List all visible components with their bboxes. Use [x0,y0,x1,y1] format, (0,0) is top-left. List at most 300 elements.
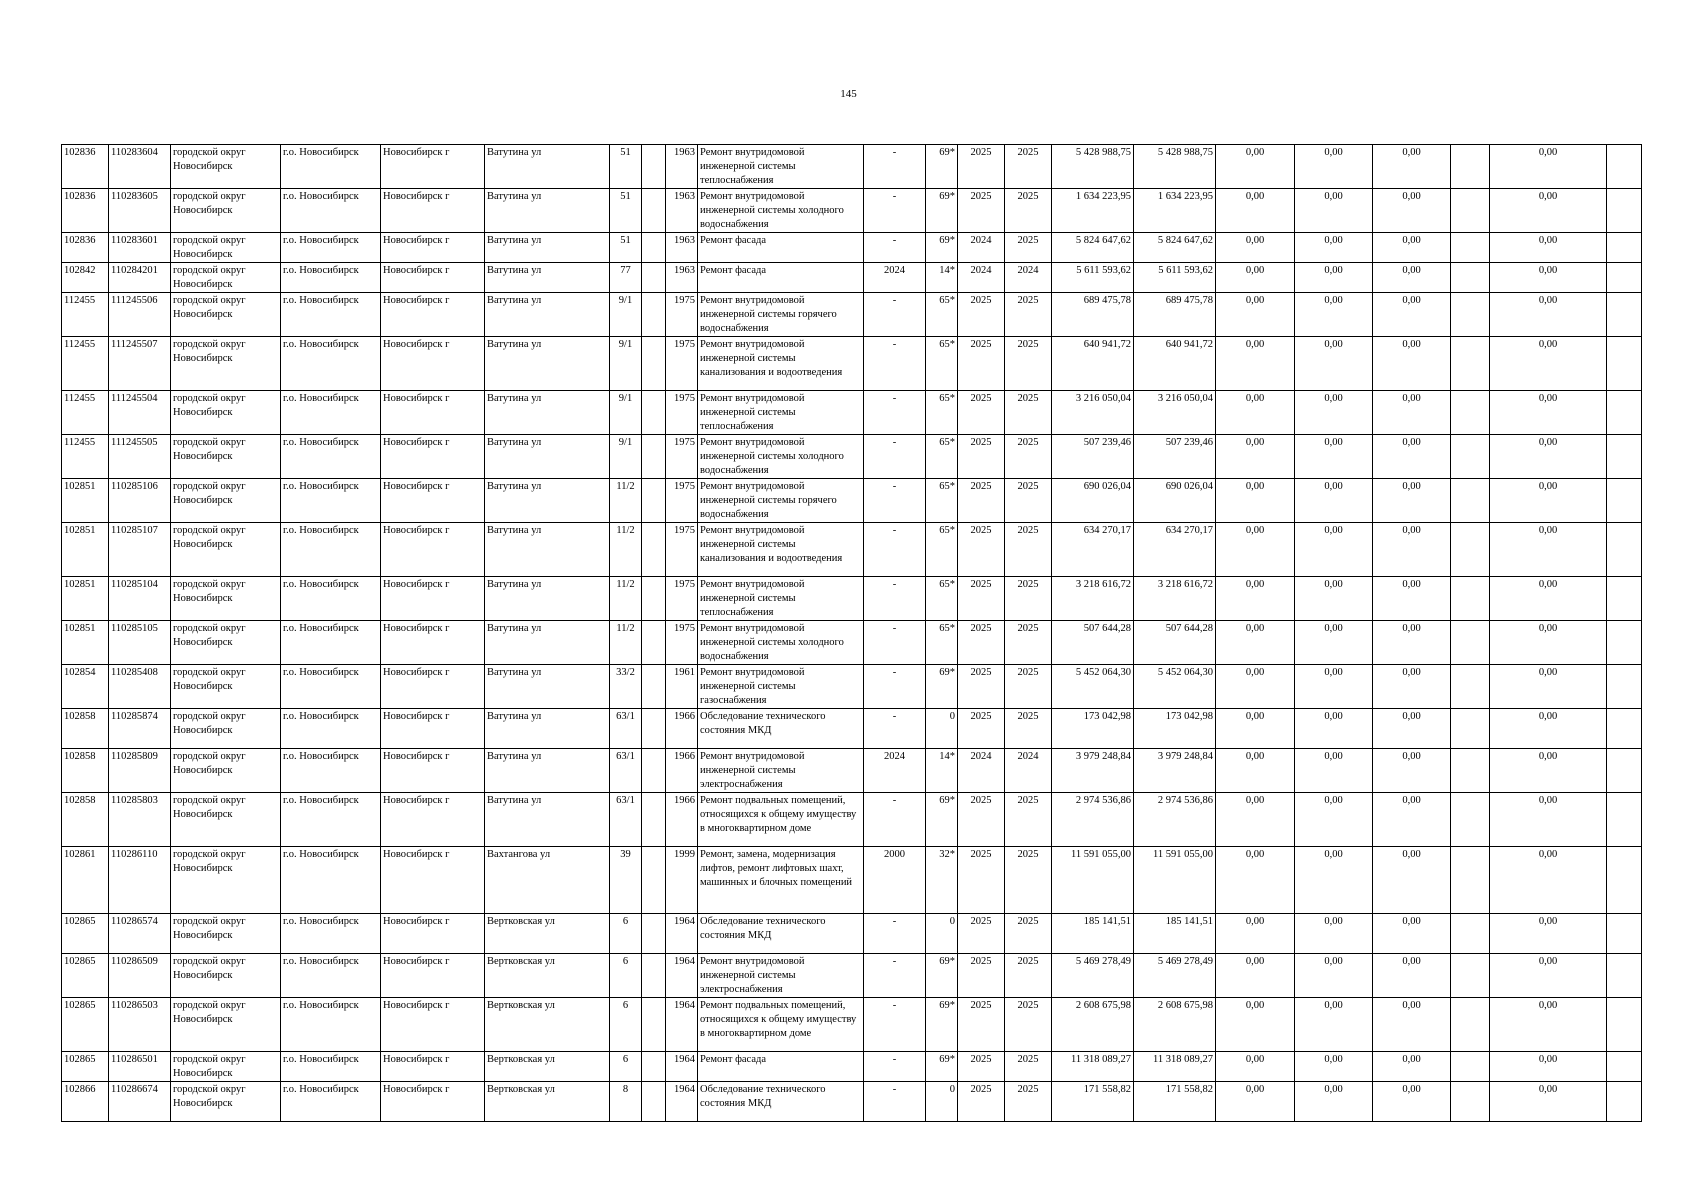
federal-funds-cell: 0,00 [1216,145,1295,189]
plan-year-to-cell: 2025 [1005,233,1052,263]
owner-funds-cell: 0,00 [1490,709,1607,749]
table-row [62,998,1642,1052]
regional-budget-cell: 0,00 [1295,263,1373,293]
wear-percent-cell: 69* [926,145,958,189]
federal-funds-cell: 0,00 [1216,391,1295,435]
regional-fund-cost-cell: 690 026,04 [1134,479,1216,523]
last-repair-year-cell: - [864,435,926,479]
building-number-cell: 33/2 [610,665,642,709]
owner-funds-cell: 0,00 [1490,1082,1607,1122]
building-letter-cell [642,523,666,577]
total-cost-cell: 689 475,78 [1052,293,1134,337]
work-type-cell: Ремонт внутридомовой инженерной системы канализования и водоотведения [698,337,864,391]
regional-fund-cost-cell: 5 611 593,62 [1134,263,1216,293]
plan-year-from-cell: 2025 [958,847,1005,914]
note-cell [1607,189,1642,233]
total-cost-cell: 640 941,72 [1052,337,1134,391]
federal-funds-cell: 0,00 [1216,479,1295,523]
building-number-cell: 9/1 [610,435,642,479]
commissioning-year-cell: 1964 [666,1082,698,1122]
local-budget-cell: 0,00 [1373,263,1451,293]
plan-year-to-cell: 2025 [1005,189,1052,233]
work-id-cell: 110285104 [109,577,171,621]
work-id-cell: 110285809 [109,749,171,793]
note-cell [1607,293,1642,337]
work-type-cell: Ремонт внутридомовой инженерной системы горячего водоснабжения [698,293,864,337]
regional-fund-cost-cell: 3 218 616,72 [1134,577,1216,621]
table-row [62,665,1642,709]
spare-cell [1451,391,1490,435]
local-budget-cell: 0,00 [1373,391,1451,435]
street-cell: Ватутина ул [485,577,610,621]
building-number-cell: 9/1 [610,293,642,337]
building-number-cell: 6 [610,1052,642,1082]
plan-year-from-cell: 2025 [958,1052,1005,1082]
commissioning-year-cell: 1975 [666,621,698,665]
note-cell [1607,337,1642,391]
city-cell: Новосибирск г [381,621,485,665]
total-cost-cell: 5 824 647,62 [1052,233,1134,263]
spare-cell [1451,1052,1490,1082]
wear-percent-cell: 69* [926,189,958,233]
last-repair-year-cell: 2024 [864,749,926,793]
total-cost-cell: 3 216 050,04 [1052,391,1134,435]
house-id-cell: 102851 [62,621,109,665]
table-row [62,523,1642,577]
commissioning-year-cell: 1964 [666,954,698,998]
note-cell [1607,1082,1642,1122]
last-repair-year-cell: - [864,391,926,435]
regional-fund-cost-cell: 185 141,51 [1134,914,1216,954]
street-cell: Ватутина ул [485,665,610,709]
building-letter-cell [642,293,666,337]
work-type-cell: Ремонт, замена, модернизация лифтов, ремонт лифтовых шахт, машинных и блочных помещений [698,847,864,914]
district-cell: г.о. Новосибирск [281,998,381,1052]
local-budget-cell: 0,00 [1373,577,1451,621]
spare-cell [1451,621,1490,665]
work-type-cell: Ремонт подвальных помещений, относящихся к общему имуществу в многоквартирном доме [698,793,864,847]
commissioning-year-cell: 1964 [666,914,698,954]
city-cell: Новосибирск г [381,577,485,621]
regional-fund-cost-cell: 171 558,82 [1134,1082,1216,1122]
owner-funds-cell: 0,00 [1490,621,1607,665]
house-id-cell: 112455 [62,337,109,391]
federal-funds-cell: 0,00 [1216,749,1295,793]
regional-budget-cell: 0,00 [1295,621,1373,665]
plan-year-to-cell: 2025 [1005,665,1052,709]
regional-budget-cell: 0,00 [1295,847,1373,914]
regional-budget-cell: 0,00 [1295,189,1373,233]
city-cell: Новосибирск г [381,337,485,391]
page-number: 145 [840,88,857,100]
table-row [62,391,1642,435]
district-cell: г.о. Новосибирск [281,577,381,621]
plan-year-from-cell: 2024 [958,263,1005,293]
wear-percent-cell: 69* [926,665,958,709]
spare-cell [1451,914,1490,954]
work-id-cell: 110284201 [109,263,171,293]
commissioning-year-cell: 1966 [666,793,698,847]
work-id-cell: 110285107 [109,523,171,577]
work-type-cell: Ремонт внутридомовой инженерной системы холодного водоснабжения [698,435,864,479]
owner-funds-cell: 0,00 [1490,263,1607,293]
wear-percent-cell: 69* [926,998,958,1052]
spare-cell [1451,479,1490,523]
wear-percent-cell: 69* [926,954,958,998]
regional-fund-cost-cell: 507 239,46 [1134,435,1216,479]
local-budget-cell: 0,00 [1373,1082,1451,1122]
plan-year-from-cell: 2025 [958,189,1005,233]
district-cell: г.о. Новосибирск [281,1052,381,1082]
table-row [62,1052,1642,1082]
work-id-cell: 110286509 [109,954,171,998]
municipality-cell: городской округ Новосибирск [171,233,281,263]
work-type-cell: Ремонт внутридомовой инженерной системы теплоснабжения [698,145,864,189]
house-id-cell: 102866 [62,1082,109,1122]
house-id-cell: 102865 [62,998,109,1052]
table-row [62,621,1642,665]
owner-funds-cell: 0,00 [1490,1052,1607,1082]
street-cell: Ватутина ул [485,793,610,847]
street-cell: Вертковская ул [485,1082,610,1122]
wear-percent-cell: 65* [926,479,958,523]
building-letter-cell [642,954,666,998]
federal-funds-cell: 0,00 [1216,1082,1295,1122]
commissioning-year-cell: 1975 [666,293,698,337]
work-type-cell: Ремонт фасада [698,1052,864,1082]
district-cell: г.о. Новосибирск [281,523,381,577]
note-cell [1607,665,1642,709]
work-id-cell: 111245505 [109,435,171,479]
street-cell: Вертковская ул [485,998,610,1052]
municipality-cell: городской округ Новосибирск [171,749,281,793]
work-type-cell: Ремонт внутридомовой инженерной системы холодного водоснабжения [698,621,864,665]
building-letter-cell [642,847,666,914]
building-number-cell: 11/2 [610,523,642,577]
municipality-cell: городской округ Новосибирск [171,263,281,293]
wear-percent-cell: 65* [926,577,958,621]
table-row [62,847,1642,914]
local-budget-cell: 0,00 [1373,709,1451,749]
building-number-cell: 11/2 [610,621,642,665]
work-id-cell: 110286501 [109,1052,171,1082]
regional-budget-cell: 0,00 [1295,749,1373,793]
spare-cell [1451,998,1490,1052]
wear-percent-cell: 65* [926,391,958,435]
house-id-cell: 112455 [62,391,109,435]
commissioning-year-cell: 1963 [666,263,698,293]
regional-budget-cell: 0,00 [1295,1052,1373,1082]
spare-cell [1451,954,1490,998]
city-cell: Новосибирск г [381,435,485,479]
street-cell: Вертковская ул [485,914,610,954]
spare-cell [1451,749,1490,793]
local-budget-cell: 0,00 [1373,233,1451,263]
note-cell [1607,233,1642,263]
building-number-cell: 63/1 [610,709,642,749]
owner-funds-cell: 0,00 [1490,233,1607,263]
street-cell: Ватутина ул [485,749,610,793]
plan-year-from-cell: 2024 [958,749,1005,793]
note-cell [1607,914,1642,954]
city-cell: Новосибирск г [381,523,485,577]
total-cost-cell: 507 644,28 [1052,621,1134,665]
plan-year-to-cell: 2025 [1005,621,1052,665]
building-letter-cell [642,263,666,293]
house-id-cell: 112455 [62,293,109,337]
house-id-cell: 102858 [62,749,109,793]
last-repair-year-cell: - [864,523,926,577]
plan-year-from-cell: 2025 [958,337,1005,391]
municipality-cell: городской округ Новосибирск [171,665,281,709]
house-id-cell: 102836 [62,145,109,189]
plan-year-from-cell: 2025 [958,998,1005,1052]
plan-year-to-cell: 2025 [1005,1082,1052,1122]
building-number-cell: 6 [610,914,642,954]
spare-cell [1451,577,1490,621]
table-row [62,577,1642,621]
federal-funds-cell: 0,00 [1216,998,1295,1052]
plan-year-to-cell: 2024 [1005,749,1052,793]
municipality-cell: городской округ Новосибирск [171,523,281,577]
plan-year-to-cell: 2025 [1005,998,1052,1052]
regional-budget-cell: 0,00 [1295,233,1373,263]
city-cell: Новосибирск г [381,793,485,847]
building-letter-cell [642,665,666,709]
work-id-cell: 110286674 [109,1082,171,1122]
last-repair-year-cell: - [864,998,926,1052]
table-row [62,709,1642,749]
house-id-cell: 102865 [62,1052,109,1082]
federal-funds-cell: 0,00 [1216,709,1295,749]
district-cell: г.о. Новосибирск [281,145,381,189]
owner-funds-cell: 0,00 [1490,145,1607,189]
regional-budget-cell: 0,00 [1295,954,1373,998]
owner-funds-cell: 0,00 [1490,293,1607,337]
city-cell: Новосибирск г [381,847,485,914]
plan-year-to-cell: 2025 [1005,577,1052,621]
street-cell: Ватутина ул [485,709,610,749]
last-repair-year-cell: - [864,577,926,621]
city-cell: Новосибирск г [381,709,485,749]
street-cell: Ватутина ул [485,189,610,233]
regional-fund-cost-cell: 689 475,78 [1134,293,1216,337]
street-cell: Ватутина ул [485,263,610,293]
last-repair-year-cell: - [864,293,926,337]
building-letter-cell [642,998,666,1052]
district-cell: г.о. Новосибирск [281,914,381,954]
regional-fund-cost-cell: 507 644,28 [1134,621,1216,665]
wear-percent-cell: 65* [926,337,958,391]
spare-cell [1451,189,1490,233]
house-id-cell: 102851 [62,479,109,523]
building-letter-cell [642,749,666,793]
table-row [62,479,1642,523]
plan-year-to-cell: 2025 [1005,293,1052,337]
regional-budget-cell: 0,00 [1295,337,1373,391]
district-cell: г.о. Новосибирск [281,263,381,293]
last-repair-year-cell: 2000 [864,847,926,914]
work-type-cell: Ремонт внутридомовой инженерной системы электроснабжения [698,749,864,793]
local-budget-cell: 0,00 [1373,293,1451,337]
work-type-cell: Ремонт внутридомовой инженерной системы горячего водоснабжения [698,479,864,523]
commissioning-year-cell: 1963 [666,233,698,263]
plan-year-from-cell: 2025 [958,954,1005,998]
total-cost-cell: 2 608 675,98 [1052,998,1134,1052]
house-id-cell: 102851 [62,523,109,577]
note-cell [1607,954,1642,998]
work-type-cell: Ремонт внутридомовой инженерной системы холодного водоснабжения [698,189,864,233]
work-id-cell: 110283601 [109,233,171,263]
plan-year-from-cell: 2025 [958,914,1005,954]
local-budget-cell: 0,00 [1373,435,1451,479]
plan-year-to-cell: 2025 [1005,479,1052,523]
work-id-cell: 110286110 [109,847,171,914]
house-id-cell: 102836 [62,233,109,263]
regional-fund-cost-cell: 640 941,72 [1134,337,1216,391]
wear-percent-cell: 69* [926,793,958,847]
street-cell: Ватутина ул [485,391,610,435]
district-cell: г.о. Новосибирск [281,954,381,998]
municipality-cell: городской округ Новосибирск [171,577,281,621]
city-cell: Новосибирск г [381,1082,485,1122]
regional-budget-cell: 0,00 [1295,665,1373,709]
last-repair-year-cell: - [864,954,926,998]
municipality-cell: городской округ Новосибирск [171,998,281,1052]
wear-percent-cell: 32* [926,847,958,914]
house-id-cell: 102858 [62,793,109,847]
building-number-cell: 9/1 [610,337,642,391]
plan-year-to-cell: 2025 [1005,337,1052,391]
building-letter-cell [642,709,666,749]
federal-funds-cell: 0,00 [1216,1052,1295,1082]
last-repair-year-cell: - [864,1082,926,1122]
street-cell: Вертковская ул [485,1052,610,1082]
house-id-cell: 102858 [62,709,109,749]
owner-funds-cell: 0,00 [1490,577,1607,621]
note-cell [1607,577,1642,621]
city-cell: Новосибирск г [381,145,485,189]
building-letter-cell [642,1052,666,1082]
municipality-cell: городской округ Новосибирск [171,1082,281,1122]
district-cell: г.о. Новосибирск [281,621,381,665]
city-cell: Новосибирск г [381,293,485,337]
wear-percent-cell: 14* [926,263,958,293]
local-budget-cell: 0,00 [1373,998,1451,1052]
district-cell: г.о. Новосибирск [281,1082,381,1122]
local-budget-cell: 0,00 [1373,145,1451,189]
note-cell [1607,793,1642,847]
note-cell [1607,479,1642,523]
local-budget-cell: 0,00 [1373,1052,1451,1082]
note-cell [1607,145,1642,189]
total-cost-cell: 5 611 593,62 [1052,263,1134,293]
table-row [62,145,1642,189]
regional-budget-cell: 0,00 [1295,523,1373,577]
total-cost-cell: 5 452 064,30 [1052,665,1134,709]
plan-year-to-cell: 2025 [1005,793,1052,847]
local-budget-cell: 0,00 [1373,337,1451,391]
street-cell: Ватутина ул [485,523,610,577]
spare-cell [1451,435,1490,479]
last-repair-year-cell: - [864,793,926,847]
note-cell [1607,621,1642,665]
table-row [62,435,1642,479]
federal-funds-cell: 0,00 [1216,337,1295,391]
commissioning-year-cell: 1966 [666,709,698,749]
street-cell: Ватутина ул [485,145,610,189]
owner-funds-cell: 0,00 [1490,435,1607,479]
municipality-cell: городской округ Новосибирск [171,847,281,914]
plan-year-to-cell: 2025 [1005,709,1052,749]
table-row [62,293,1642,337]
regional-fund-cost-cell: 11 591 055,00 [1134,847,1216,914]
wear-percent-cell: 65* [926,435,958,479]
district-cell: г.о. Новосибирск [281,435,381,479]
regional-budget-cell: 0,00 [1295,998,1373,1052]
regional-budget-cell: 0,00 [1295,1082,1373,1122]
owner-funds-cell: 0,00 [1490,793,1607,847]
regional-fund-cost-cell: 2 974 536,86 [1134,793,1216,847]
city-cell: Новосибирск г [381,479,485,523]
spare-cell [1451,523,1490,577]
regional-fund-cost-cell: 3 216 050,04 [1134,391,1216,435]
last-repair-year-cell: - [864,233,926,263]
building-letter-cell [642,233,666,263]
work-type-cell: Ремонт внутридомовой инженерной системы электроснабжения [698,954,864,998]
local-budget-cell: 0,00 [1373,954,1451,998]
city-cell: Новосибирск г [381,954,485,998]
last-repair-year-cell: - [864,337,926,391]
work-type-cell: Ремонт внутридомовой инженерной системы канализования и водоотведения [698,523,864,577]
total-cost-cell: 5 428 988,75 [1052,145,1134,189]
table-row [62,1082,1642,1122]
last-repair-year-cell: - [864,479,926,523]
regional-budget-cell: 0,00 [1295,914,1373,954]
regional-fund-cost-cell: 11 318 089,27 [1134,1052,1216,1082]
regional-budget-cell: 0,00 [1295,709,1373,749]
note-cell [1607,391,1642,435]
regional-budget-cell: 0,00 [1295,293,1373,337]
work-type-cell: Ремонт внутридомовой инженерной системы теплоснабжения [698,577,864,621]
spare-cell [1451,337,1490,391]
owner-funds-cell: 0,00 [1490,749,1607,793]
owner-funds-cell: 0,00 [1490,847,1607,914]
total-cost-cell: 3 218 616,72 [1052,577,1134,621]
federal-funds-cell: 0,00 [1216,435,1295,479]
owner-funds-cell: 0,00 [1490,479,1607,523]
work-type-cell: Ремонт внутридомовой инженерной системы газоснабжения [698,665,864,709]
work-id-cell: 111245507 [109,337,171,391]
table-row [62,337,1642,391]
municipality-cell: городской округ Новосибирск [171,293,281,337]
street-cell: Вертковская ул [485,954,610,998]
owner-funds-cell: 0,00 [1490,391,1607,435]
house-id-cell: 102865 [62,954,109,998]
plan-year-from-cell: 2025 [958,665,1005,709]
district-cell: г.о. Новосибирск [281,665,381,709]
work-type-cell: Ремонт внутридомовой инженерной системы теплоснабжения [698,391,864,435]
last-repair-year-cell: - [864,145,926,189]
district-cell: г.о. Новосибирск [281,847,381,914]
house-id-cell: 112455 [62,435,109,479]
commissioning-year-cell: 1975 [666,391,698,435]
building-number-cell: 51 [610,145,642,189]
building-number-cell: 6 [610,954,642,998]
owner-funds-cell: 0,00 [1490,954,1607,998]
street-cell: Вахтангова ул [485,847,610,914]
city-cell: Новосибирск г [381,189,485,233]
